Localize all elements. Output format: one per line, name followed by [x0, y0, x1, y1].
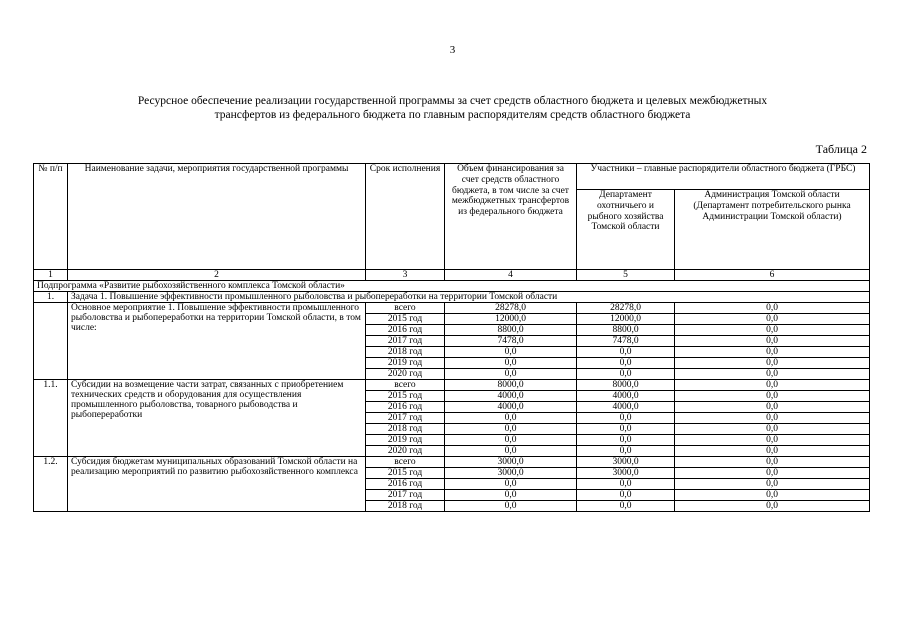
budget-table [33, 163, 870, 512]
period-cell: 2015 год [366, 314, 445, 325]
period-cell: 2019 год [366, 358, 445, 369]
dept-cell: 0,0 [577, 369, 675, 380]
dept-cell: 0,0 [577, 424, 675, 435]
dept-cell: 0,0 [577, 413, 675, 424]
dept-cell: 12000,0 [577, 314, 675, 325]
period-cell: 2018 год [366, 424, 445, 435]
period-cell: 2016 год [366, 479, 445, 490]
period-cell: 2016 год [366, 325, 445, 336]
period-cell: всего [366, 380, 445, 391]
table-row [34, 457, 870, 468]
admin-cell: 0,0 [675, 501, 870, 512]
admin-cell: 0,0 [675, 314, 870, 325]
column-number-cell: 2 [68, 270, 366, 281]
total-cell: 8800,0 [445, 325, 577, 336]
total-cell: 0,0 [445, 446, 577, 457]
admin-cell: 0,0 [675, 457, 870, 468]
dept-cell: 3000,0 [577, 468, 675, 479]
column-number-cell: 3 [366, 270, 445, 281]
dept-cell: 0,0 [577, 358, 675, 369]
table-caption: Таблица 2 [815, 142, 867, 156]
subprogram-title: Подпрограмма «Развитие рыбохозяйственного комплекса Томской области» [34, 281, 870, 292]
header-dept: Департамент охотничьего и рыбного хозяйства Томской области [577, 190, 675, 270]
admin-cell: 0,0 [675, 468, 870, 479]
total-cell: 0,0 [445, 413, 577, 424]
total-cell: 0,0 [445, 369, 577, 380]
row-number [34, 303, 68, 380]
admin-cell: 0,0 [675, 358, 870, 369]
row-number: 1.2. [34, 457, 68, 512]
total-cell: 0,0 [445, 358, 577, 369]
dept-cell: 0,0 [577, 435, 675, 446]
dept-cell: 28278,0 [577, 303, 675, 314]
admin-cell: 0,0 [675, 446, 870, 457]
period-cell: 2017 год [366, 336, 445, 347]
admin-cell: 0,0 [675, 369, 870, 380]
subprogram-row [34, 281, 870, 292]
period-cell: всего [366, 303, 445, 314]
total-cell: 0,0 [445, 501, 577, 512]
dept-cell: 0,0 [577, 501, 675, 512]
total-cell: 0,0 [445, 347, 577, 358]
period-cell: всего [366, 457, 445, 468]
dept-cell: 0,0 [577, 347, 675, 358]
header-admin: Администрация Томской области (Департамент потребительского рынка Администрации Томской области) [675, 190, 870, 270]
header-num: № п/п [34, 164, 68, 270]
period-cell: 2015 год [366, 468, 445, 479]
dept-cell: 0,0 [577, 479, 675, 490]
period-cell: 2020 год [366, 446, 445, 457]
task-row [34, 292, 870, 303]
column-number-cell: 5 [577, 270, 675, 281]
measure-name: Основное мероприятие 1. Повышение эффективности промышленного рыболовства и рыбопереработки на территории Томской области, в том числе: [68, 303, 366, 380]
row-number: 1.1. [34, 380, 68, 457]
admin-cell: 0,0 [675, 380, 870, 391]
admin-cell: 0,0 [675, 402, 870, 413]
dept-cell: 8000,0 [577, 380, 675, 391]
admin-cell: 0,0 [675, 435, 870, 446]
measure-name: Субсидии на возмещение части затрат, связанных с приобретением технических средств и оборудования для осуществления промышленного рыболовства, товарного рыбоводства и рыбопереработки [68, 380, 366, 457]
dept-cell: 0,0 [577, 490, 675, 501]
period-cell: 2017 год [366, 490, 445, 501]
admin-cell: 0,0 [675, 424, 870, 435]
page-number: 3 [449, 44, 456, 56]
admin-cell: 0,0 [675, 303, 870, 314]
table-row [34, 380, 870, 391]
period-cell: 2019 год [366, 435, 445, 446]
header-funding: Объем финансирования за счет средств областного бюджета, в том числе за счет межбюджетных трансфертов из федерального бюджета [445, 164, 577, 270]
admin-cell: 0,0 [675, 391, 870, 402]
period-cell: 2015 год [366, 391, 445, 402]
header-grbs: Участники – главные распорядители областного бюджета (ГРБС) [577, 164, 870, 190]
admin-cell: 0,0 [675, 413, 870, 424]
table-row [34, 303, 870, 314]
total-cell: 0,0 [445, 479, 577, 490]
total-cell: 4000,0 [445, 402, 577, 413]
period-cell: 2018 год [366, 347, 445, 358]
dept-cell: 8800,0 [577, 325, 675, 336]
dept-cell: 4000,0 [577, 402, 675, 413]
dept-cell: 0,0 [577, 446, 675, 457]
total-cell: 3000,0 [445, 468, 577, 479]
admin-cell: 0,0 [675, 479, 870, 490]
period-cell: 2017 год [366, 413, 445, 424]
total-cell: 0,0 [445, 490, 577, 501]
admin-cell: 0,0 [675, 325, 870, 336]
admin-cell: 0,0 [675, 336, 870, 347]
measure-name: Субсидия бюджетам муниципальных образований Томской области на реализацию мероприятий по развитию рыбохозяйственного комплекса [68, 457, 366, 512]
title-line-2: трансфертов из федерального бюджета по главным распорядителям средств областного бюджета [214, 109, 691, 121]
total-cell: 28278,0 [445, 303, 577, 314]
task-num: 1. [34, 292, 68, 303]
dept-cell: 4000,0 [577, 391, 675, 402]
document-title [60, 94, 845, 122]
header-name: Наименование задачи, мероприятия государственной программы [68, 164, 366, 270]
period-cell: 2020 год [366, 369, 445, 380]
column-number-cell: 6 [675, 270, 870, 281]
total-cell: 0,0 [445, 435, 577, 446]
total-cell: 7478,0 [445, 336, 577, 347]
task-title: Задача 1. Повышение эффективности промышленного рыболовства и рыбопереработки на территории Томской области [68, 292, 870, 303]
total-cell: 8000,0 [445, 380, 577, 391]
column-number-cell: 1 [34, 270, 68, 281]
total-cell: 4000,0 [445, 391, 577, 402]
column-number-cell: 4 [445, 270, 577, 281]
dept-cell: 3000,0 [577, 457, 675, 468]
admin-cell: 0,0 [675, 490, 870, 501]
title-line-1: Ресурсное обеспечение реализации государственной программы за счет средств областного бюджета и целевых межбюджетных [137, 95, 768, 107]
period-cell: 2016 год [366, 402, 445, 413]
column-numbers-row [34, 270, 870, 281]
dept-cell: 7478,0 [577, 336, 675, 347]
period-cell: 2018 год [366, 501, 445, 512]
admin-cell: 0,0 [675, 347, 870, 358]
header-period: Срок исполнения [366, 164, 445, 270]
total-cell: 3000,0 [445, 457, 577, 468]
total-cell: 12000,0 [445, 314, 577, 325]
total-cell: 0,0 [445, 424, 577, 435]
